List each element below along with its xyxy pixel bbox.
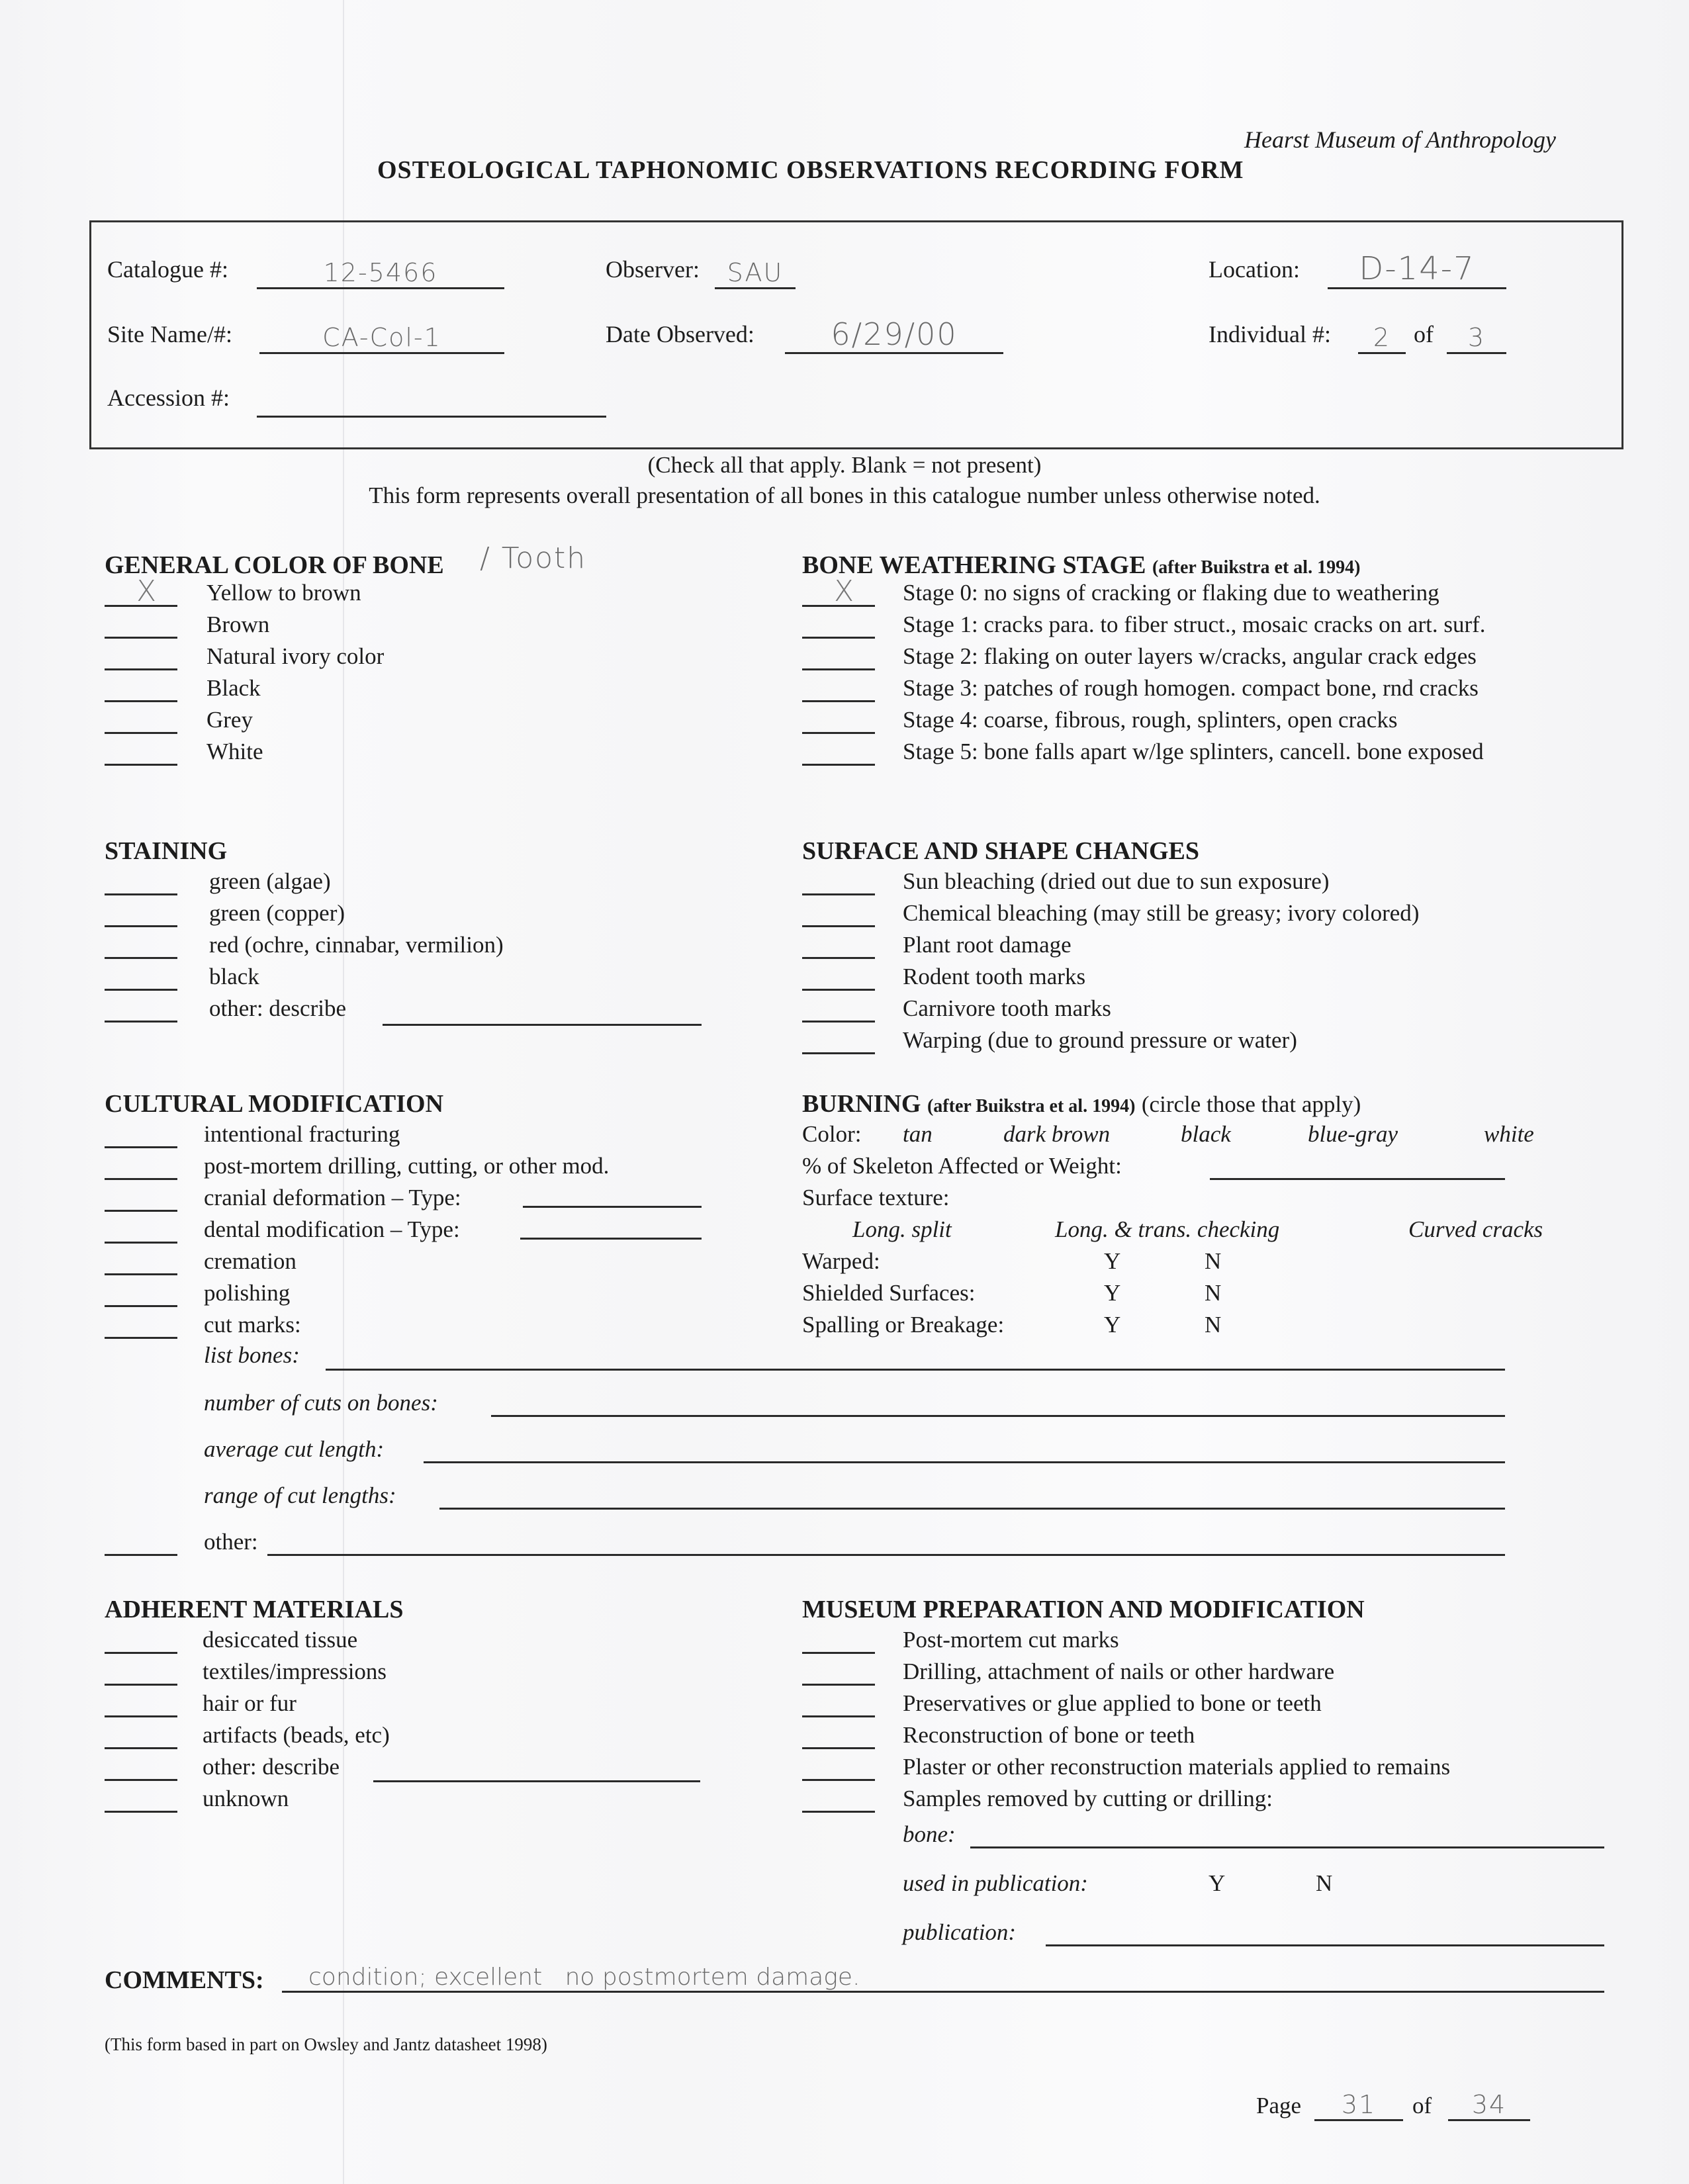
surface-item-label: Warping (due to ground pressure or water) bbox=[903, 1027, 1297, 1053]
cranial-type-field[interactable] bbox=[523, 1206, 702, 1208]
staining-item-checkbox[interactable] bbox=[105, 1021, 177, 1023]
cultural-item-checkbox[interactable] bbox=[105, 1178, 177, 1180]
weathering-item-label: Stage 5: bone falls apart w/lge splinters, cancell. bone exposed bbox=[903, 739, 1484, 764]
section-surface-title: SURFACE AND SHAPE CHANGES bbox=[802, 837, 1199, 865]
shielded-label: Shielded Surfaces: bbox=[802, 1280, 976, 1306]
publication-yes[interactable]: Y bbox=[1209, 1870, 1226, 1896]
museum-prep-item-label: Samples removed by cutting or drilling: bbox=[903, 1786, 1273, 1811]
surface-item-label: Carnivore tooth marks bbox=[903, 995, 1111, 1021]
cultural-item-checkbox[interactable] bbox=[105, 1273, 177, 1275]
museum-prep-item-label: Reconstruction of bone or teeth bbox=[903, 1722, 1195, 1748]
publication-field[interactable] bbox=[1046, 1944, 1604, 1946]
cultural-item-label: intentional fracturing bbox=[204, 1121, 400, 1147]
average-cut-length-field[interactable] bbox=[424, 1461, 1505, 1463]
surface-item-checkbox[interactable] bbox=[802, 893, 875, 895]
museum-prep-item-label: Post-mortem cut marks bbox=[903, 1627, 1119, 1653]
form-title: OSTEOLOGICAL TAPHONOMIC OBSERVATIONS RECORDING FORM bbox=[377, 156, 1244, 184]
range-cut-lengths-field[interactable] bbox=[439, 1508, 1505, 1510]
general-color-item-label: Black bbox=[206, 675, 261, 701]
date-label: Date Observed: bbox=[606, 321, 754, 347]
staining-item-label: green (copper) bbox=[209, 900, 345, 926]
observer-value: SAU bbox=[727, 258, 784, 287]
general-color-item-label: Brown bbox=[206, 612, 270, 637]
weathering-item-check-mark: X bbox=[834, 574, 854, 608]
shielded-no[interactable]: N bbox=[1205, 1280, 1222, 1306]
burning-color-black[interactable]: black bbox=[1181, 1121, 1231, 1147]
cultural-item-label: cremation bbox=[204, 1248, 297, 1274]
page-label: Page bbox=[1256, 2093, 1302, 2118]
comments-label: COMMENTS: bbox=[105, 1966, 264, 1994]
weathering-item-label: Stage 4: coarse, fibrous, rough, splinters, open cracks bbox=[903, 707, 1398, 733]
weathering-item-checkbox[interactable] bbox=[802, 668, 875, 670]
general-color-annotation: / Tooth bbox=[480, 541, 587, 575]
date-field[interactable] bbox=[785, 307, 1003, 354]
bone-field[interactable] bbox=[970, 1846, 1604, 1848]
weathering-item-checkbox[interactable] bbox=[802, 700, 875, 702]
general-color-item-checkbox[interactable] bbox=[105, 637, 177, 639]
museum-prep-item-label: Drilling, attachment of nails or other hardware bbox=[903, 1659, 1335, 1684]
burning-color-white[interactable]: white bbox=[1484, 1121, 1534, 1147]
weathering-item-label: Stage 2: flaking on outer layers w/cracks, angular crack edges bbox=[903, 643, 1477, 669]
spalling-label: Spalling or Breakage: bbox=[802, 1312, 1005, 1338]
comments-value: condition; excellent no postmortem damage. bbox=[308, 1964, 860, 1991]
weathering-item-label: Stage 0: no signs of cracking or flaking due to weathering bbox=[903, 580, 1439, 606]
weathering-item-label: Stage 1: cracks para. to fiber struct., mosaic cracks on art. surf. bbox=[903, 612, 1486, 637]
general-color-item-check-mark: X bbox=[136, 574, 157, 608]
publication-no[interactable]: N bbox=[1316, 1870, 1333, 1896]
location-label: Location: bbox=[1209, 256, 1300, 283]
instruction-check-all: (Check all that apply. Blank = not present) bbox=[647, 452, 1042, 478]
site-label: Site Name/#: bbox=[107, 321, 232, 347]
staining-item-label: other: describe bbox=[209, 995, 346, 1021]
surface-item-label: Rodent tooth marks bbox=[903, 964, 1086, 989]
staining-other-describe-field[interactable] bbox=[383, 1024, 702, 1026]
surface-item-checkbox[interactable] bbox=[802, 925, 875, 927]
range-cut-lengths-label: range of cut lengths: bbox=[204, 1482, 396, 1508]
cultural-item-checkbox[interactable] bbox=[105, 1210, 177, 1212]
section-museum-prep-title: MUSEUM PREPARATION AND MODIFICATION bbox=[802, 1596, 1365, 1623]
adherent-item-label: unknown bbox=[203, 1786, 289, 1811]
cultural-item-checkbox[interactable] bbox=[105, 1305, 177, 1307]
adherent-item-checkbox[interactable] bbox=[105, 1779, 177, 1781]
weathering-item-checkbox[interactable] bbox=[802, 732, 875, 734]
adherent-item-label: desiccated tissue bbox=[203, 1627, 358, 1653]
general-color-item-label: Natural ivory color bbox=[206, 643, 385, 669]
staining-item-checkbox[interactable] bbox=[105, 893, 177, 895]
individual-of-label: of bbox=[1414, 321, 1434, 347]
cultural-other-field[interactable] bbox=[267, 1554, 1505, 1556]
individual-value: 2 bbox=[1373, 323, 1391, 352]
adherent-item-label: artifacts (beads, etc) bbox=[203, 1722, 390, 1748]
staining-item-label: black bbox=[209, 964, 259, 989]
warped-no[interactable]: N bbox=[1205, 1248, 1222, 1274]
adherent-item-label: textiles/impressions bbox=[203, 1659, 387, 1684]
staining-item-checkbox[interactable] bbox=[105, 925, 177, 927]
cultural-item-checkbox[interactable] bbox=[105, 1337, 177, 1339]
average-cut-length-label: average cut length: bbox=[204, 1436, 385, 1462]
section-adherent-title: ADHERENT MATERIALS bbox=[105, 1596, 404, 1623]
texture-long-split[interactable]: Long. split bbox=[852, 1216, 952, 1242]
museum-prep-item-label: Plaster or other reconstruction materials applied to remains bbox=[903, 1754, 1451, 1780]
burning-title-text: BURNING bbox=[802, 1090, 921, 1118]
cultural-item-label: post-mortem drilling, cutting, or other mod. bbox=[204, 1153, 610, 1179]
accession-label: Accession #: bbox=[107, 385, 230, 411]
general-color-item-checkbox[interactable] bbox=[105, 732, 177, 734]
burning-color-tan[interactable]: tan bbox=[903, 1121, 933, 1147]
list-bones-field[interactable] bbox=[326, 1369, 1505, 1371]
adherent-item-checkbox[interactable] bbox=[105, 1684, 177, 1686]
weathering-item-checkbox[interactable] bbox=[802, 764, 875, 766]
individual-field[interactable] bbox=[1358, 314, 1406, 354]
cultural-item-label: dental modification – Type: bbox=[204, 1216, 460, 1242]
weathering-item-checkbox[interactable] bbox=[802, 637, 875, 639]
list-bones-label: list bones: bbox=[204, 1342, 300, 1368]
general-color-item-label: Grey bbox=[206, 707, 253, 733]
individual-label: Individual #: bbox=[1209, 321, 1331, 347]
observer-field[interactable] bbox=[715, 249, 796, 289]
institution-name: Hearst Museum of Anthropology bbox=[1244, 126, 1556, 153]
staining-item-label: red (ochre, cinnabar, vermilion) bbox=[209, 932, 504, 958]
warped-yes[interactable]: Y bbox=[1104, 1248, 1121, 1274]
section-staining-title: STAINING bbox=[105, 837, 228, 865]
weathering-item-label: Stage 3: patches of rough homogen. compact bone, rnd cracks bbox=[903, 675, 1479, 701]
burning-citation: (after Buikstra et al. 1994) bbox=[927, 1096, 1136, 1116]
museum-prep-item-checkbox[interactable] bbox=[802, 1811, 875, 1813]
surface-item-checkbox[interactable] bbox=[802, 1052, 875, 1054]
shielded-yes[interactable]: Y bbox=[1104, 1280, 1121, 1306]
staining-item-checkbox[interactable] bbox=[105, 989, 177, 991]
spalling-no[interactable]: N bbox=[1205, 1312, 1222, 1338]
catalogue-label: Catalogue #: bbox=[107, 256, 228, 283]
individual-total-value: 3 bbox=[1467, 323, 1486, 352]
texture-long-trans-checking[interactable]: Long. & trans. checking bbox=[1055, 1216, 1280, 1242]
number-of-cuts-field[interactable] bbox=[491, 1415, 1505, 1417]
museum-prep-item-checkbox[interactable] bbox=[802, 1715, 875, 1717]
surface-texture-label: Surface texture: bbox=[802, 1185, 950, 1210]
burning-instruction: (circle those that apply) bbox=[1141, 1091, 1361, 1117]
general-color-item-checkbox[interactable] bbox=[105, 700, 177, 702]
burning-percent-field[interactable] bbox=[1210, 1178, 1505, 1180]
adherent-item-checkbox[interactable] bbox=[105, 1747, 177, 1749]
cultural-other-checkbox[interactable] bbox=[105, 1554, 177, 1556]
date-value: 6/29/00 bbox=[831, 316, 958, 352]
general-color-item-label: White bbox=[206, 739, 263, 764]
page-current-field[interactable] bbox=[1314, 2082, 1403, 2121]
cultural-item-label: cut marks: bbox=[204, 1312, 301, 1338]
page-total-field[interactable] bbox=[1448, 2082, 1530, 2121]
accession-field[interactable] bbox=[257, 377, 606, 418]
burning-color-blue-gray[interactable]: blue-gray bbox=[1308, 1121, 1398, 1147]
spalling-yes[interactable]: Y bbox=[1104, 1312, 1121, 1338]
surface-item-label: Sun bleaching (dried out due to sun exposure) bbox=[903, 868, 1330, 894]
adherent-item-checkbox[interactable] bbox=[105, 1652, 177, 1654]
location-field[interactable] bbox=[1328, 242, 1506, 289]
catalogue-field[interactable] bbox=[257, 249, 504, 289]
museum-prep-item-checkbox[interactable] bbox=[802, 1747, 875, 1749]
general-color-item-checkbox[interactable] bbox=[105, 668, 177, 670]
adherent-item-label: other: describe bbox=[203, 1754, 340, 1780]
site-field[interactable] bbox=[259, 314, 504, 354]
publication-label: publication: bbox=[903, 1919, 1017, 1945]
staining-item-label: green (algae) bbox=[209, 868, 331, 894]
page-current-value: 31 bbox=[1341, 2090, 1377, 2119]
surface-item-checkbox[interactable] bbox=[802, 957, 875, 959]
surface-item-label: Chemical bleaching (may still be greasy; ivory colored) bbox=[903, 900, 1420, 926]
section-weathering-title bbox=[802, 551, 1360, 580]
adherent-other-describe-field[interactable] bbox=[373, 1780, 700, 1782]
burning-color-label: Color: bbox=[802, 1121, 862, 1147]
adherent-item-label: hair or fur bbox=[203, 1690, 297, 1716]
museum-prep-item-checkbox[interactable] bbox=[802, 1652, 875, 1654]
burning-percent-label: % of Skeleton Affected or Weight: bbox=[802, 1153, 1122, 1179]
general-color-item-checkbox[interactable] bbox=[105, 764, 177, 766]
cultural-item-label: polishing bbox=[204, 1280, 291, 1306]
page-of-label: of bbox=[1412, 2093, 1432, 2118]
surface-item-label: Plant root damage bbox=[903, 932, 1072, 958]
page-total-value: 34 bbox=[1471, 2090, 1507, 2119]
weathering-title-text: BONE WEATHERING STAGE bbox=[802, 551, 1146, 579]
warped-label: Warped: bbox=[802, 1248, 880, 1274]
cultural-item-label: cranial deformation – Type: bbox=[204, 1185, 461, 1210]
observer-label: Observer: bbox=[606, 256, 700, 283]
surface-item-checkbox[interactable] bbox=[802, 989, 875, 991]
catalogue-value: 12-5466 bbox=[323, 258, 438, 287]
cultural-other-label: other: bbox=[204, 1529, 258, 1555]
texture-curved-cracks[interactable]: Curved cracks bbox=[1408, 1216, 1543, 1242]
general-color-item-label: Yellow to brown bbox=[206, 580, 361, 606]
instruction-overall: This form represents overall presentation of all bones in this catalogue number unless otherwise noted. bbox=[369, 482, 1320, 508]
individual-total-field[interactable] bbox=[1447, 314, 1506, 354]
site-value: CA-Col-1 bbox=[322, 323, 441, 352]
staining-item-checkbox[interactable] bbox=[105, 957, 177, 959]
weathering-citation: (after Buikstra et al. 1994) bbox=[1152, 557, 1361, 578]
number-of-cuts-label: number of cuts on bones: bbox=[204, 1390, 438, 1416]
comments-field[interactable] bbox=[282, 1952, 1604, 1993]
location-value: D-14-7 bbox=[1359, 250, 1475, 287]
surface-item-checkbox[interactable] bbox=[802, 1021, 875, 1023]
dental-type-field[interactable] bbox=[520, 1238, 702, 1240]
museum-prep-item-checkbox[interactable] bbox=[802, 1684, 875, 1686]
section-cultural-title: CULTURAL MODIFICATION bbox=[105, 1090, 444, 1118]
cultural-item-checkbox[interactable] bbox=[105, 1146, 177, 1148]
cultural-item-checkbox[interactable] bbox=[105, 1242, 177, 1244]
used-in-publication-label: used in publication: bbox=[903, 1870, 1088, 1896]
bone-label: bone: bbox=[903, 1821, 956, 1847]
form-source-footnote: (This form based in part on Owsley and Jantz datasheet 1998) bbox=[105, 2034, 547, 2054]
burning-color-dark-brown[interactable]: dark brown bbox=[1003, 1121, 1111, 1147]
adherent-item-checkbox[interactable] bbox=[105, 1811, 177, 1813]
museum-prep-item-label: Preservatives or glue applied to bone or teeth bbox=[903, 1690, 1322, 1716]
adherent-item-checkbox[interactable] bbox=[105, 1715, 177, 1717]
museum-prep-item-checkbox[interactable] bbox=[802, 1779, 875, 1781]
section-burning-title bbox=[802, 1089, 1361, 1118]
section-general-color-title: GENERAL COLOR OF BONE bbox=[105, 551, 444, 579]
